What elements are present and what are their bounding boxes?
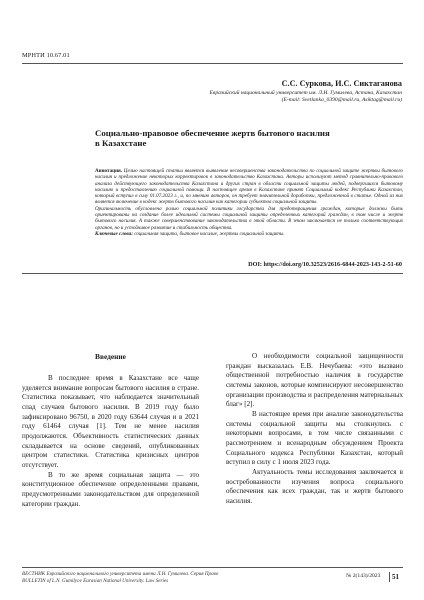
intro-heading: Введение	[95, 352, 126, 361]
keywords-label: Ключевые слова:	[95, 230, 133, 237]
body-paragraph: В настоящее время при анализе законодательства системы социальной защиты мы столкнулись с некоторыми вопросами, в том числе связанными с рассмотрением и всенародным обсуждением Проекта Социального кодекса Республики Казахстан, который вступил в силу с 1 июля 2023 года.	[226, 409, 403, 467]
left-column	[22, 374, 199, 509]
journal-name-ru: ВЕСТНИК Евразийского национального университета имени Л.Н. Гумилева. Серия Право	[22, 571, 219, 577]
abstract-text-2: Оригинальность обусловлена ролью социальной политики государства для предотвращения граждан, которые должны быть ориентированы на создание более идеальной системы социальной защиты определенных категорий граждан, в том числе и жертв бытового насилия. А также совершенствование законодательства в этой области. В этом заключается не только соответствующих органов, но и устойчивое развитие и стабильность общества.	[95, 205, 403, 231]
journal-name-en: BULLETIN of L.N. Gumilyov Eurasian National University. Law Series	[22, 577, 169, 584]
body-paragraph: В то же время социальная защита — это конституционное обеспечение определенными правами, предусмотренными законодательством для определенной категории граждан.	[22, 470, 199, 508]
abstract-block	[95, 168, 403, 237]
article-title: Социально-правовое обеспечение жертв бытового насилия в Казахстане	[95, 128, 330, 149]
article-authors: С.С. Суркова, И.С. Сиктаганова	[281, 79, 402, 88]
affiliation-emails: (E-mail: Svetlanka_0390@mail.ru, Asiktag@mail.ru)	[281, 96, 402, 103]
affiliation-line: Евразийский национальный университет им. Л.Н. Гумилева, Астана, Казахстан	[209, 90, 402, 96]
doi-link[interactable]: DOI: https://doi.org/10.32523/2616-6844-2023-143-2-51-60	[248, 261, 402, 268]
footer-divider	[22, 567, 403, 568]
abstract-label: Аннотация.	[95, 168, 123, 174]
body-paragraph: Актуальность темы исследования заключается в востребованности изучения вопроса социального обеспечения как всех граждан, так и жертв бытового насилия.	[226, 467, 403, 505]
body-paragraph: О необходимости социальной защищенности граждан высказалась Е.В. Нечубаева: «это вызвано общественной потребностью наличия в государстве системы законов, которые компенсируют несовершенство организации производства и распределения материальных благ» [2].	[226, 352, 403, 409]
author-affiliation	[160, 90, 402, 104]
issue-number: № 2(143)/2023	[346, 573, 381, 579]
page-number: 51	[389, 572, 401, 582]
header-divider	[22, 63, 403, 64]
right-column	[226, 352, 403, 507]
journal-footer	[22, 571, 342, 584]
body-paragraph: В последнее время в Казахстане все чаще уделяется внимание вопросам бытового насилия в стране. Статистика показывает, что наблюдается значительный спад случаев бытового насилия. В 2019 году было зафиксировано 96750, в 2020 году 63644 случая и в 2021 году 61464 случая [1]. Тем не менее насилия продолжаются. Объективность статистических данных складывается на основе сведений, опубликованных центром статистики. Статистика кризисных центров отсутствует.	[22, 374, 199, 469]
abstract-divider	[22, 273, 403, 274]
mrnti-code: МРНТИ 10.67.01	[22, 52, 70, 59]
abstract-text: Целью настоящей статьи является выявление несовершенства законодательства по социальной защите жертвы бытового насилия и предложение некоторых корректировок в законодательство Казахстана. Авторы используют метод сравнительно-правового анализа действующего законодательства Казахстана и других стран в области социальной защиты людей, подвергшихся бытовому насилию и предоставлению социальной помощи. В настоящее время в Казахстане принят Социальный кодекс Республики Казахстан, который вступил в силу 01.07.2023 г., и, по мнению авторов, он требует значительной доработки, предложенной в статье. Одной из них является включение в кодекс жертв бытового насилия как категории субъектов социальной защиты.	[95, 168, 403, 206]
keywords-text: социальная защита, бытовое насилие, жертвы социальной защиты.	[134, 230, 285, 237]
